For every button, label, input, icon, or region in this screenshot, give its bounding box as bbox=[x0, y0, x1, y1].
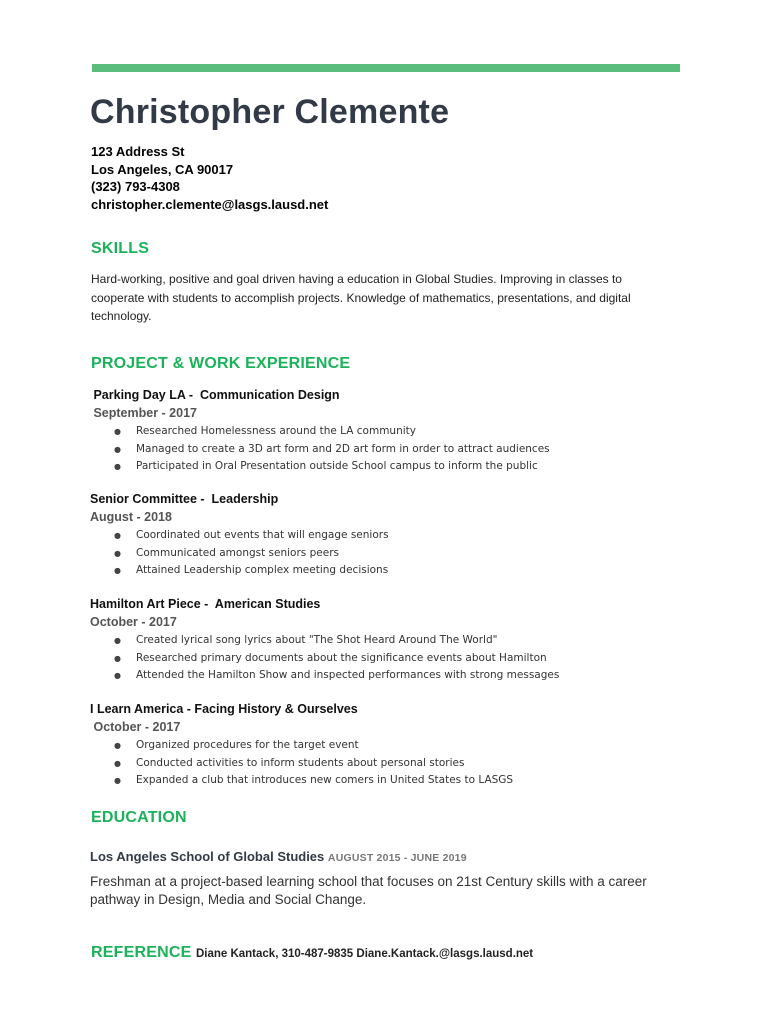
bullet-item: ● Communicated amongst seniors peers bbox=[90, 545, 389, 563]
education-school bbox=[90, 849, 467, 864]
resume-name: Christopher Clemente bbox=[90, 93, 450, 131]
bullet-item: ● Conducted activities to inform students about personal stories bbox=[90, 755, 513, 773]
skills-text: Hard-working, positive and goal driven having a education in Global Studies. Improving in classes to cooperate with students to accomplish projects. Knowledge of mathematics, presentations, and digital technology. bbox=[91, 272, 631, 323]
education-heading: EDUCATION bbox=[91, 809, 187, 826]
experience-date: October - 2017 bbox=[90, 720, 181, 734]
header-accent-bar bbox=[92, 64, 680, 72]
bullet-item: ● Attended the Hamilton Show and inspected performances with strong messages bbox=[90, 667, 559, 685]
bullet-dot-icon: ● bbox=[114, 566, 121, 575]
contact-city: Los Angeles, CA 90017 bbox=[91, 161, 234, 177]
education-dates: AUGUST 2015 - JUNE 2019 bbox=[327, 852, 467, 864]
experience-date: August - 2018 bbox=[90, 510, 172, 524]
bullet-item: ● Expanded a club that introduces new comers in United States to LASGS bbox=[90, 772, 513, 790]
bullet-item: ● Created lyrical song lyrics about "The Shot Heard Around The World" bbox=[90, 632, 559, 650]
experience-bullets bbox=[90, 423, 550, 476]
bullet-item: ● Managed to create a 3D art form and 2D art form in order to attract audiences bbox=[90, 441, 550, 459]
bullet-item: ● Coordinated out events that will engage seniors bbox=[90, 527, 389, 545]
reference-line bbox=[91, 944, 533, 962]
education-description: Freshman at a project-based learning school that focuses on 21st Century skills with a career pathway in Design, Media and Social Change. bbox=[90, 874, 647, 907]
bullet-item: ● Participated in Oral Presentation outside School campus to inform the public bbox=[90, 458, 550, 476]
contact-street: 123 Address St bbox=[91, 144, 185, 159]
bullet-dot-icon: ● bbox=[114, 531, 121, 540]
experience-item bbox=[90, 702, 513, 790]
experience-bullets bbox=[90, 737, 513, 790]
bullet-dot-icon: ● bbox=[114, 462, 121, 471]
experience-title: I Learn America - Facing History & Ourselves bbox=[90, 702, 358, 716]
bullet-dot-icon: ● bbox=[114, 653, 121, 663]
experience-item bbox=[90, 492, 389, 580]
experience-bullets bbox=[90, 632, 559, 685]
experience-item bbox=[90, 597, 559, 685]
contact-email: christopher.clemente@lasgs.lausd.net bbox=[91, 196, 329, 212]
experience-title: Senior Committee - Leadership bbox=[90, 492, 279, 506]
bullet-dot-icon: ● bbox=[114, 758, 121, 768]
bullet-dot-icon: ● bbox=[114, 636, 121, 645]
bullet-item: ● Organized procedures for the target event bbox=[90, 737, 513, 755]
experience-date: October - 2017 bbox=[90, 615, 177, 629]
school-name: Los Angeles School of Global Studies bbox=[90, 849, 325, 864]
bullet-dot-icon: ● bbox=[114, 671, 121, 680]
experience-title: Parking Day LA - Communication Design bbox=[90, 388, 340, 402]
contact-phone: (323) 793-4308 bbox=[91, 179, 180, 194]
bullet-item: ● Attained Leadership complex meeting decisions bbox=[90, 562, 389, 580]
reference-heading: REFERENCE bbox=[91, 944, 192, 961]
bullet-dot-icon: ● bbox=[114, 741, 121, 750]
bullet-item: ● Researched Homelessness around the LA community bbox=[90, 423, 550, 441]
experience-bullets bbox=[90, 527, 389, 580]
skills-heading: SKILLS bbox=[91, 240, 150, 257]
bullet-item: ● Researched primary documents about the significance events about Hamilton bbox=[90, 650, 559, 668]
experience-date: September - 2017 bbox=[90, 406, 197, 420]
bullet-dot-icon: ● bbox=[114, 776, 121, 785]
experience-title: Hamilton Art Piece - American Studies bbox=[90, 597, 321, 611]
contact-block bbox=[91, 143, 328, 213]
bullet-dot-icon: ● bbox=[114, 444, 121, 454]
experience-heading: PROJECT & WORK EXPERIENCE bbox=[91, 355, 351, 372]
reference-text: Diane Kantack, 310-487-9835 Diane.Kantack.@lasgs.lausd.net bbox=[195, 948, 534, 960]
bullet-dot-icon: ● bbox=[114, 548, 121, 558]
bullet-dot-icon: ● bbox=[114, 427, 121, 436]
experience-item bbox=[90, 388, 550, 476]
